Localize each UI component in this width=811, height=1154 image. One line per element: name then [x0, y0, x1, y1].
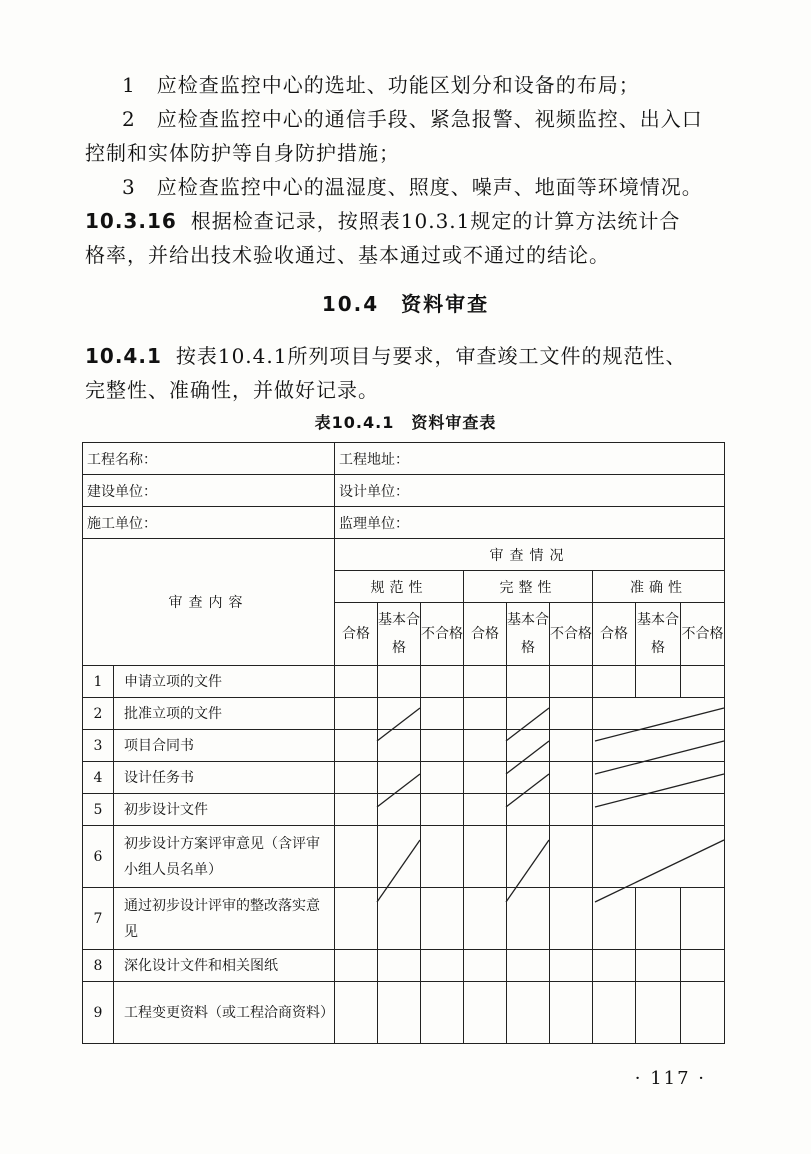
group-header: 准确性	[593, 571, 725, 603]
designer-cell: 设计单位：	[335, 475, 725, 507]
sub-header: 不合格	[550, 603, 593, 666]
paragraph-item-1: 1 应检查监控中心的选址、功能区划分和设备的布局；	[122, 73, 640, 97]
table-row	[83, 950, 725, 982]
paragraph-item-2: 2 应检查监控中心的通信手段、紧急报警、视频监控、出入口	[122, 107, 703, 131]
row-number: 9	[83, 982, 114, 1044]
row-number: 8	[83, 950, 114, 982]
project-address-cell: 工程地址：	[335, 443, 725, 475]
paragraph-item-2-cont: 控制和实体防护等自身防护措施；	[85, 141, 400, 165]
row-number: 6	[83, 826, 114, 888]
group-header: 完整性	[464, 571, 593, 603]
row-item: 批准立项的文件	[114, 698, 335, 730]
supervisor-cell: 监理单位：	[335, 507, 725, 539]
clause-10-3-16	[85, 204, 680, 238]
paragraph-item-3: 3 应检查监控中心的温湿度、照度、噪声、地面等环境情况。	[122, 175, 703, 199]
sub-header: 合格	[335, 603, 378, 666]
review-table	[82, 442, 725, 1044]
clause-number: 10.4.1	[85, 344, 162, 368]
sub-header: 基本合格	[507, 603, 550, 666]
table-row	[83, 826, 725, 888]
row-item: 设计任务书	[114, 762, 335, 794]
row-item: 申请立项的文件	[114, 666, 335, 698]
clause-10-3-16-cont: 格率，并给出技术验收通过、基本通过或不通过的结论。	[85, 243, 610, 267]
clause-text: 根据检查记录，按照表10.3.1规定的计算方法统计合	[190, 209, 681, 233]
row-number: 7	[83, 888, 114, 950]
row-item: 初步设计方案评审意见（含评审小组人员名单）	[114, 826, 335, 888]
clause-text: 按表10.4.1所列项目与要求，审查竣工文件的规范性、	[175, 344, 687, 368]
table-header-row	[83, 539, 725, 571]
table-row	[83, 443, 725, 475]
table-row	[83, 666, 725, 698]
clause-number: 10.3.16	[85, 209, 177, 233]
row-number: 1	[83, 666, 114, 698]
section-title: 10.4 资料审查	[321, 292, 490, 316]
group-header: 规范性	[335, 571, 464, 603]
sub-header: 合格	[593, 603, 636, 666]
row-item: 项目合同书	[114, 730, 335, 762]
row-number: 3	[83, 730, 114, 762]
clause-10-4-1-cont: 完整性、准确性，并做好记录。	[85, 378, 379, 402]
row-number: 2	[83, 698, 114, 730]
table-row	[83, 982, 725, 1044]
constructor-cell: 施工单位：	[83, 507, 335, 539]
sub-header: 合格	[464, 603, 507, 666]
sub-header: 基本合格	[378, 603, 421, 666]
row-item: 初步设计文件	[114, 794, 335, 826]
table-row	[83, 794, 725, 826]
table-row	[83, 730, 725, 762]
project-name-cell: 工程名称：	[83, 443, 335, 475]
table-row	[83, 507, 725, 539]
table-row	[83, 475, 725, 507]
row-item: 通过初步设计评审的整改落实意见	[114, 888, 335, 950]
row-number: 5	[83, 794, 114, 826]
table-row	[83, 888, 725, 950]
sub-header: 不合格	[681, 603, 725, 666]
row-item: 深化设计文件和相关图纸	[114, 950, 335, 982]
content-header: 审查内容	[83, 539, 335, 666]
clause-10-4-1	[85, 339, 686, 373]
table-row	[83, 762, 725, 794]
builder-cell: 建设单位：	[83, 475, 335, 507]
sub-header: 不合格	[421, 603, 464, 666]
page-number: · 117 ·	[634, 1068, 706, 1089]
table-title: 表10.4.1 资料审查表	[314, 413, 497, 432]
row-number: 4	[83, 762, 114, 794]
sub-header: 基本合格	[636, 603, 681, 666]
table-row	[83, 698, 725, 730]
row-item: 工程变更资料（或工程洽商资料）	[114, 982, 335, 1044]
review-header: 审查情况	[335, 539, 725, 571]
